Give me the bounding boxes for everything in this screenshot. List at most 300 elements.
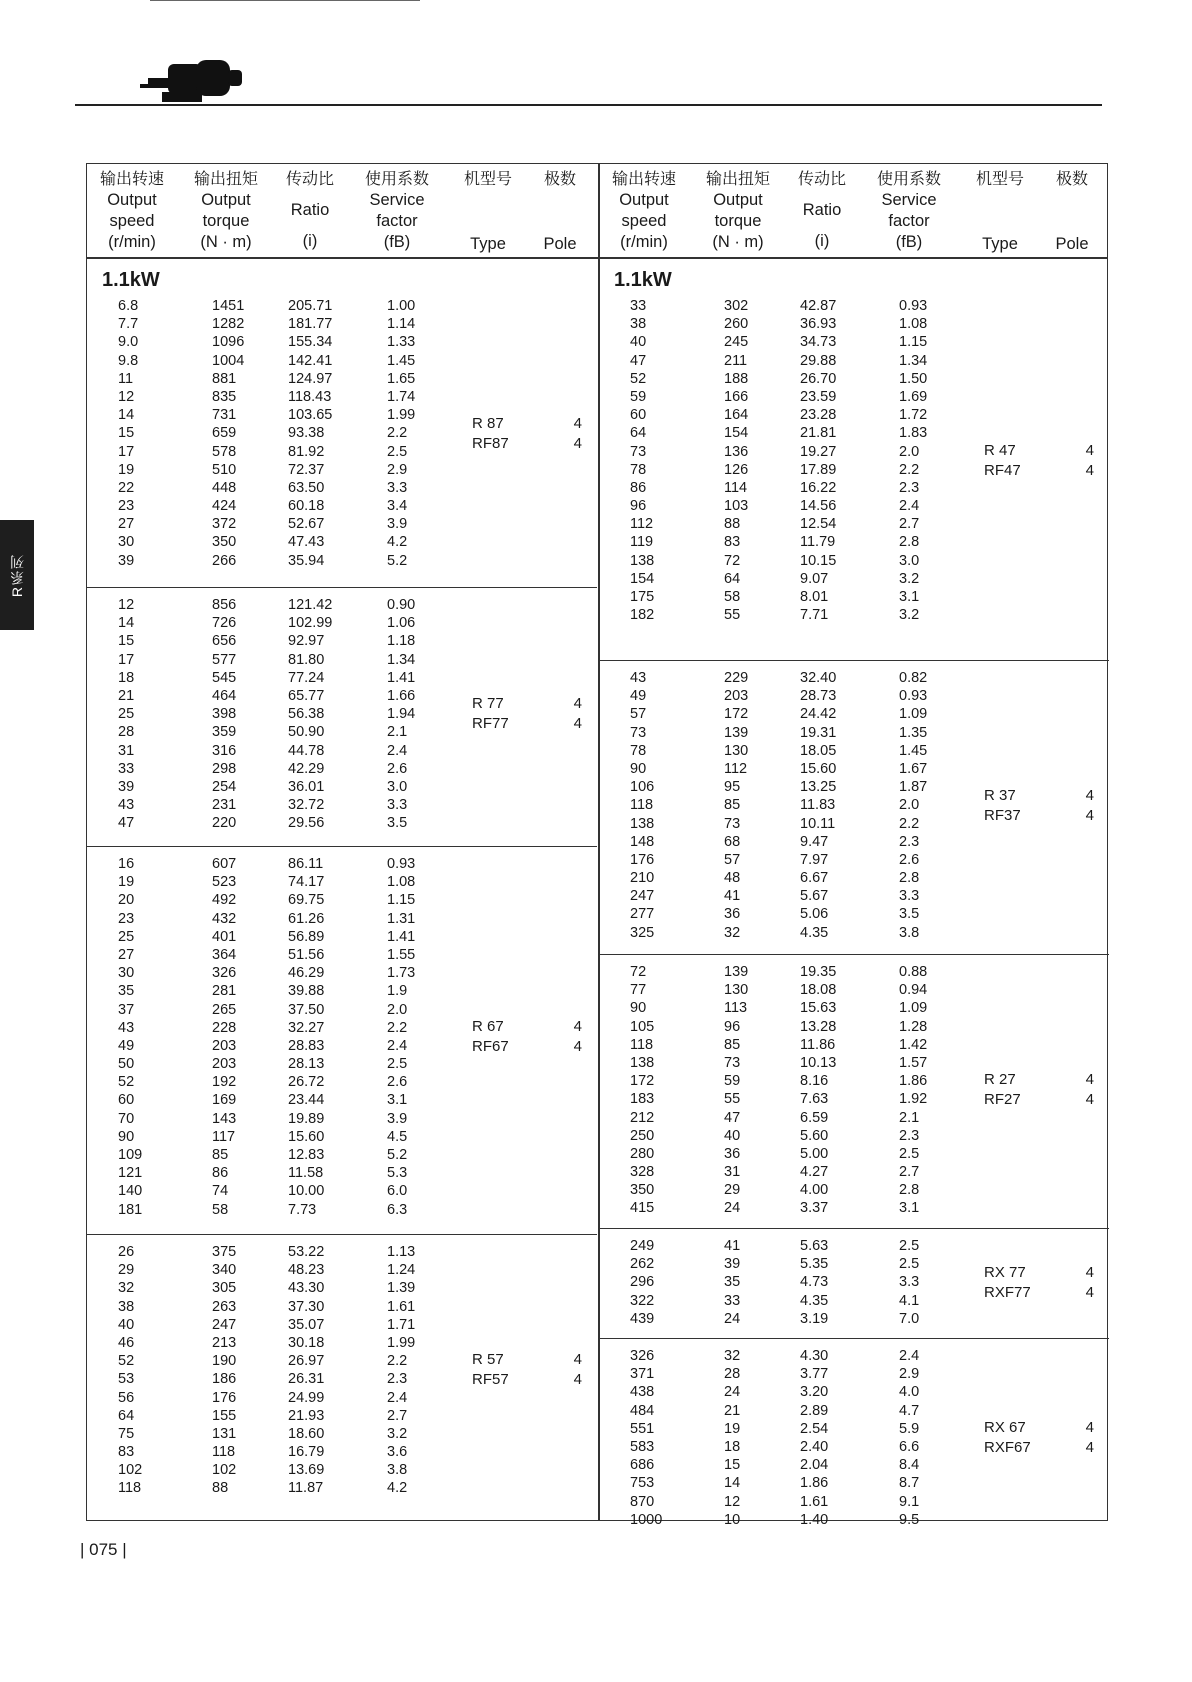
type-label: RF47 (984, 461, 1021, 479)
cell-sf: 2.8 (899, 870, 920, 887)
type-label: RF67 (472, 1038, 509, 1055)
table-row (598, 1310, 1109, 1328)
table-row (598, 851, 1109, 869)
cell-speed: 148 (630, 833, 655, 850)
table-row (86, 596, 597, 614)
cell-speed: 47 (630, 352, 647, 369)
cell-ratio: 65.77 (288, 687, 325, 704)
type-label: RXF67 (984, 1439, 1031, 1456)
cell-sf: 1.45 (387, 352, 416, 369)
cell-ratio: 36.93 (800, 316, 837, 333)
cell-torque: 139 (724, 964, 749, 980)
cell-ratio: 28.83 (288, 1037, 325, 1054)
model-type (472, 1017, 509, 1057)
cell-sf: 3.2 (387, 1425, 408, 1442)
table-row (86, 1261, 597, 1279)
cell-speed: 210 (630, 870, 655, 887)
cell-speed: 49 (118, 1037, 135, 1054)
cell-speed: 23 (118, 498, 135, 515)
pole-label: 4 (573, 695, 582, 713)
cell-sf: 2.3 (899, 479, 920, 496)
cell-ratio: 181.77 (288, 316, 333, 333)
table-row (598, 1273, 1109, 1291)
table-row (86, 1425, 597, 1443)
cell-ratio: 50.90 (288, 724, 325, 741)
cell-sf: 1.72 (899, 407, 928, 424)
table-row (86, 1243, 597, 1261)
table-row (86, 1352, 597, 1370)
table-row (598, 333, 1109, 351)
cell-speed: 40 (118, 1316, 135, 1333)
cell-speed: 49 (630, 688, 647, 705)
table-row (598, 370, 1109, 388)
table-row (598, 924, 1109, 942)
cell-sf: 1.42 (899, 1036, 928, 1053)
cell-torque: 85 (724, 797, 741, 814)
cell-ratio: 7.97 (800, 851, 829, 868)
pole-label: 4 (1085, 461, 1094, 479)
cell-sf: 1.73 (387, 965, 416, 982)
model-pole (1074, 441, 1094, 481)
cell-torque: 32 (724, 924, 741, 941)
cell-ratio: 155.34 (288, 334, 333, 351)
cell-sf: 1.14 (387, 316, 416, 333)
table-row (598, 1018, 1109, 1036)
cell-speed: 328 (630, 1164, 655, 1181)
cell-ratio: 142.41 (288, 352, 333, 369)
cell-speed: 30 (118, 965, 135, 982)
cell-torque: 136 (724, 443, 749, 460)
table-row (86, 873, 597, 891)
cell-speed: 23 (118, 910, 135, 927)
table-row (598, 963, 1109, 981)
cell-speed: 35 (118, 983, 135, 1000)
cell-ratio: 56.38 (288, 706, 325, 723)
table-header (86, 163, 597, 257)
cell-speed: 19 (118, 874, 135, 891)
pole-label: 4 (1085, 806, 1094, 824)
cell-ratio: 92.97 (288, 633, 325, 650)
cell-speed: 96 (630, 498, 647, 515)
table-row (598, 297, 1109, 315)
cell-torque: 10 (724, 1511, 741, 1528)
cell-torque: 33 (724, 1292, 741, 1309)
cell-torque: 398 (212, 706, 237, 723)
cell-torque: 211 (724, 352, 748, 369)
model-group (86, 587, 597, 832)
table-row (86, 760, 597, 778)
cell-torque: 578 (212, 443, 237, 460)
cell-torque: 126 (724, 461, 749, 478)
cell-ratio: 9.07 (800, 570, 829, 587)
table-row (598, 1090, 1109, 1108)
table-row (86, 1110, 597, 1128)
table-row (86, 370, 597, 388)
cell-torque: 73 (724, 815, 741, 832)
cell-ratio: 77.24 (288, 669, 325, 686)
cell-torque: 1096 (212, 334, 245, 351)
cell-speed: 43 (118, 1019, 135, 1036)
cell-sf: 1.08 (899, 316, 928, 333)
type-label: RX 67 (984, 1419, 1026, 1436)
table-row (598, 1127, 1109, 1145)
cell-torque: 510 (212, 461, 237, 478)
cell-speed: 181 (118, 1201, 143, 1218)
cell-ratio: 35.07 (288, 1316, 325, 1333)
table-row (86, 1298, 597, 1316)
table-row (598, 388, 1109, 406)
cell-sf: 3.3 (899, 1274, 920, 1291)
table-row (86, 1055, 597, 1073)
cell-ratio: 5.67 (800, 888, 829, 905)
cell-speed: 70 (118, 1110, 135, 1127)
cell-torque: 190 (212, 1353, 237, 1370)
cell-sf: 2.2 (899, 815, 920, 832)
cell-ratio: 17.89 (800, 461, 837, 478)
cell-speed: 9.8 (118, 352, 139, 369)
cell-sf: 1.41 (387, 669, 416, 686)
type-label: RX 77 (984, 1263, 1026, 1281)
table-row (86, 1146, 597, 1164)
cell-ratio: 69.75 (288, 892, 325, 909)
cell-sf: 1.00 (387, 298, 416, 314)
table-row (86, 533, 597, 551)
cell-torque: 316 (212, 742, 237, 759)
cell-ratio: 16.22 (800, 479, 837, 496)
cell-ratio: 3.19 (800, 1310, 829, 1327)
table-row (86, 1316, 597, 1334)
table-row (598, 443, 1109, 461)
cell-torque: 464 (212, 687, 237, 704)
header-pole: 极数 Pole (1055, 171, 1089, 253)
cell-ratio: 34.73 (800, 334, 837, 351)
cell-sf: 2.7 (387, 1407, 408, 1424)
cell-torque: 130 (724, 742, 749, 759)
cell-sf: 1.34 (899, 352, 928, 369)
header-service-factor: 使用系数 Service factor (fB) (876, 171, 941, 251)
cell-sf: 0.93 (899, 298, 928, 314)
cell-sf: 1.55 (387, 946, 416, 963)
cell-sf: 0.93 (387, 856, 416, 872)
cell-ratio: 3.20 (800, 1384, 829, 1401)
cell-speed: 438 (630, 1384, 655, 1401)
model-pole (562, 1017, 582, 1057)
cell-speed: 16 (118, 856, 135, 872)
cell-torque: 164 (724, 407, 749, 424)
cell-speed: 20 (118, 892, 135, 909)
table-row (598, 1072, 1109, 1090)
cell-sf: 2.2 (387, 425, 408, 442)
cell-torque: 12 (724, 1493, 741, 1510)
type-label: R 57 (472, 1351, 504, 1369)
cell-speed: 11 (118, 370, 134, 387)
table-row (598, 1237, 1109, 1255)
cell-sf: 1.87 (899, 779, 928, 796)
cell-speed: 484 (630, 1402, 655, 1419)
cell-speed: 415 (630, 1200, 655, 1217)
cell-torque: 58 (724, 589, 741, 605)
cell-ratio: 10.13 (800, 1054, 837, 1071)
cell-ratio: 13.69 (288, 1462, 325, 1479)
table-row (86, 778, 597, 796)
cell-torque: 86 (212, 1165, 229, 1182)
table-row (598, 315, 1109, 333)
cell-sf: 2.0 (899, 443, 920, 460)
cell-sf: 2.1 (899, 1109, 920, 1126)
table-row (86, 424, 597, 442)
cell-ratio: 12.54 (800, 516, 837, 533)
cell-torque: 176 (212, 1389, 237, 1406)
table-row (86, 723, 597, 741)
cell-sf: 7.0 (899, 1310, 920, 1327)
cell-torque: 350 (212, 534, 237, 551)
cell-speed: 72 (630, 964, 647, 980)
cell-torque: 372 (212, 516, 237, 533)
cell-speed: 59 (630, 388, 647, 405)
cell-ratio: 7.63 (800, 1091, 829, 1108)
cell-torque: 96 (724, 1018, 741, 1035)
table-row (86, 1479, 597, 1497)
table-row (86, 388, 597, 406)
type-label: R 47 (984, 441, 1016, 459)
cell-sf: 1.35 (899, 724, 928, 741)
cell-ratio: 21.93 (288, 1407, 325, 1424)
cell-sf: 2.8 (899, 534, 920, 551)
cell-sf: 4.0 (899, 1384, 920, 1401)
cell-ratio: 19.35 (800, 964, 837, 980)
table-row (86, 687, 597, 705)
cell-sf: 2.5 (387, 1056, 408, 1073)
cell-torque: 39 (724, 1256, 741, 1273)
cell-torque: 247 (212, 1316, 237, 1333)
cell-torque: 139 (724, 724, 749, 741)
cell-ratio: 3.77 (800, 1366, 829, 1383)
cell-torque: 203 (212, 1056, 237, 1073)
cell-torque: 326 (212, 965, 237, 982)
top-edge-line (150, 0, 420, 1)
cell-sf: 3.2 (899, 570, 920, 587)
cell-ratio: 1.86 (800, 1475, 829, 1492)
cell-ratio: 42.87 (800, 298, 837, 314)
cell-sf: 1.57 (899, 1054, 928, 1071)
cell-ratio: 6.67 (800, 870, 829, 887)
cell-ratio: 121.42 (288, 597, 333, 613)
pole-label: 4 (1085, 1071, 1094, 1089)
cell-torque: 188 (724, 370, 749, 387)
cell-torque: 131 (212, 1425, 237, 1442)
type-label: R 77 (472, 695, 504, 713)
cell-ratio: 2.04 (800, 1457, 829, 1474)
cell-sf: 3.8 (899, 924, 920, 941)
cell-torque: 154 (724, 425, 749, 442)
cell-sf: 1.74 (387, 388, 416, 405)
cell-sf: 3.0 (899, 552, 920, 569)
cell-ratio: 124.97 (288, 370, 333, 387)
pole-label: 4 (1085, 441, 1094, 459)
table-row (598, 1199, 1109, 1217)
model-type (984, 1418, 1031, 1458)
table-row (86, 614, 597, 632)
cell-torque: 607 (212, 856, 237, 872)
cell-torque: 266 (212, 552, 237, 569)
cell-sf: 5.9 (899, 1420, 920, 1437)
cell-sf: 2.6 (387, 760, 408, 777)
cell-torque: 263 (212, 1298, 237, 1315)
cell-torque: 19 (724, 1420, 741, 1437)
table-row (598, 981, 1109, 999)
cell-torque: 305 (212, 1280, 237, 1297)
cell-torque: 143 (212, 1110, 237, 1127)
table-row (598, 796, 1109, 814)
cell-speed: 105 (630, 1018, 655, 1035)
table-row (86, 461, 597, 479)
cell-ratio: 19.27 (800, 443, 837, 460)
cell-torque: 726 (212, 615, 237, 632)
cell-ratio: 32.27 (288, 1019, 325, 1036)
cell-sf: 0.90 (387, 597, 416, 613)
header-divider (86, 257, 1108, 259)
table-row (86, 946, 597, 964)
cell-speed: 52 (630, 370, 647, 387)
section-side-tab (0, 520, 34, 630)
cell-ratio: 18.60 (288, 1425, 325, 1442)
cell-sf: 1.99 (387, 407, 416, 424)
header-torque: 输出扭矩 Output torque (N · m) (193, 171, 258, 251)
cell-torque: 59 (724, 1073, 741, 1090)
cell-sf: 3.1 (899, 589, 920, 605)
table-row (598, 533, 1109, 551)
cell-sf: 2.6 (387, 1074, 408, 1091)
header-type: 机型号 Type (463, 171, 512, 253)
cell-speed: 46 (118, 1334, 135, 1351)
header-ratio: 传动比 Ratio (i) (797, 171, 846, 250)
cell-torque: 231 (212, 797, 237, 814)
cell-speed: 6.8 (118, 298, 139, 314)
cell-ratio: 15.63 (800, 1000, 837, 1017)
cell-speed: 583 (630, 1438, 655, 1455)
cell-speed: 247 (630, 888, 655, 905)
pole-label: 4 (1085, 1439, 1094, 1456)
cell-torque: 155 (212, 1407, 237, 1424)
cell-torque: 375 (212, 1244, 237, 1260)
cell-torque: 35 (724, 1274, 741, 1291)
cell-speed: 325 (630, 924, 655, 941)
table-row (598, 1109, 1109, 1127)
cell-sf: 1.94 (387, 706, 416, 723)
table-row (86, 497, 597, 515)
cell-speed: 78 (630, 461, 647, 478)
cell-sf: 4.1 (899, 1292, 920, 1309)
cell-sf: 2.5 (899, 1256, 920, 1273)
cell-torque: 40 (724, 1127, 741, 1144)
cell-speed: 17 (118, 443, 135, 460)
cell-speed: 19 (118, 461, 135, 478)
cell-sf: 2.4 (899, 1348, 920, 1364)
cell-speed: 90 (630, 760, 647, 777)
cell-speed: 14 (118, 407, 135, 424)
cell-speed: 52 (118, 1074, 135, 1091)
cell-torque: 36 (724, 906, 741, 923)
cell-ratio: 56.89 (288, 928, 325, 945)
cell-speed: 77 (630, 982, 647, 999)
cell-sf: 1.92 (899, 1091, 928, 1108)
table-row (598, 815, 1109, 833)
cell-torque: 103 (724, 498, 749, 515)
cell-ratio: 28.13 (288, 1056, 325, 1073)
table-row (86, 1389, 597, 1407)
cell-sf: 1.67 (899, 760, 928, 777)
cell-speed: 15 (118, 425, 135, 442)
table-row (86, 1182, 597, 1200)
cell-sf: 2.7 (899, 1164, 920, 1181)
pole-label: 4 (1085, 786, 1094, 804)
cell-speed: 86 (630, 479, 647, 496)
cell-sf: 4.2 (387, 534, 408, 551)
cell-sf: 6.3 (387, 1201, 408, 1218)
cell-torque: 57 (724, 851, 741, 868)
model-type (984, 441, 1021, 481)
cell-torque: 88 (724, 516, 741, 533)
cell-ratio: 53.22 (288, 1244, 325, 1260)
cell-torque: 254 (212, 778, 237, 795)
pole-label: 4 (1085, 1419, 1094, 1436)
cell-torque: 364 (212, 946, 237, 963)
cell-speed: 753 (630, 1475, 655, 1492)
cell-torque: 18 (724, 1438, 741, 1455)
cell-sf: 0.94 (899, 982, 928, 999)
cell-ratio: 26.97 (288, 1353, 325, 1370)
cell-ratio: 63.50 (288, 479, 325, 496)
cell-ratio: 10.00 (288, 1183, 325, 1200)
cell-ratio: 52.67 (288, 516, 325, 533)
model-group (86, 297, 597, 570)
cell-speed: 28 (118, 724, 135, 741)
cell-speed: 22 (118, 479, 135, 496)
cell-sf: 3.3 (387, 797, 408, 814)
cell-torque: 41 (724, 1238, 741, 1254)
cell-ratio: 11.58 (288, 1165, 324, 1182)
cell-ratio: 13.25 (800, 779, 837, 796)
table-row (86, 406, 597, 424)
cell-torque: 73 (724, 1054, 741, 1071)
cell-torque: 72 (724, 552, 741, 569)
table-row (598, 833, 1109, 851)
cell-sf: 6.0 (387, 1183, 408, 1200)
table-row (598, 479, 1109, 497)
cell-ratio: 81.92 (288, 443, 325, 460)
table-row (598, 1456, 1109, 1474)
cell-speed: 25 (118, 928, 135, 945)
table-row (598, 570, 1109, 588)
cell-sf: 1.34 (387, 651, 416, 668)
table-row (86, 1001, 597, 1019)
table-row (598, 705, 1109, 723)
cell-speed: 870 (630, 1493, 655, 1510)
table-row (86, 910, 597, 928)
cell-ratio: 8.01 (800, 589, 829, 605)
cell-ratio: 23.59 (800, 388, 837, 405)
pole-label: 4 (1085, 1091, 1094, 1109)
cell-sf: 1.28 (899, 1018, 928, 1035)
table-row (86, 352, 597, 370)
cell-torque: 492 (212, 892, 237, 909)
pole-label: 4 (1085, 1263, 1094, 1281)
cell-speed: 322 (630, 1292, 655, 1309)
cell-torque: 112 (724, 760, 748, 777)
cell-speed: 40 (630, 334, 647, 351)
cell-torque: 577 (212, 651, 237, 668)
cell-speed: 1000 (630, 1511, 663, 1528)
